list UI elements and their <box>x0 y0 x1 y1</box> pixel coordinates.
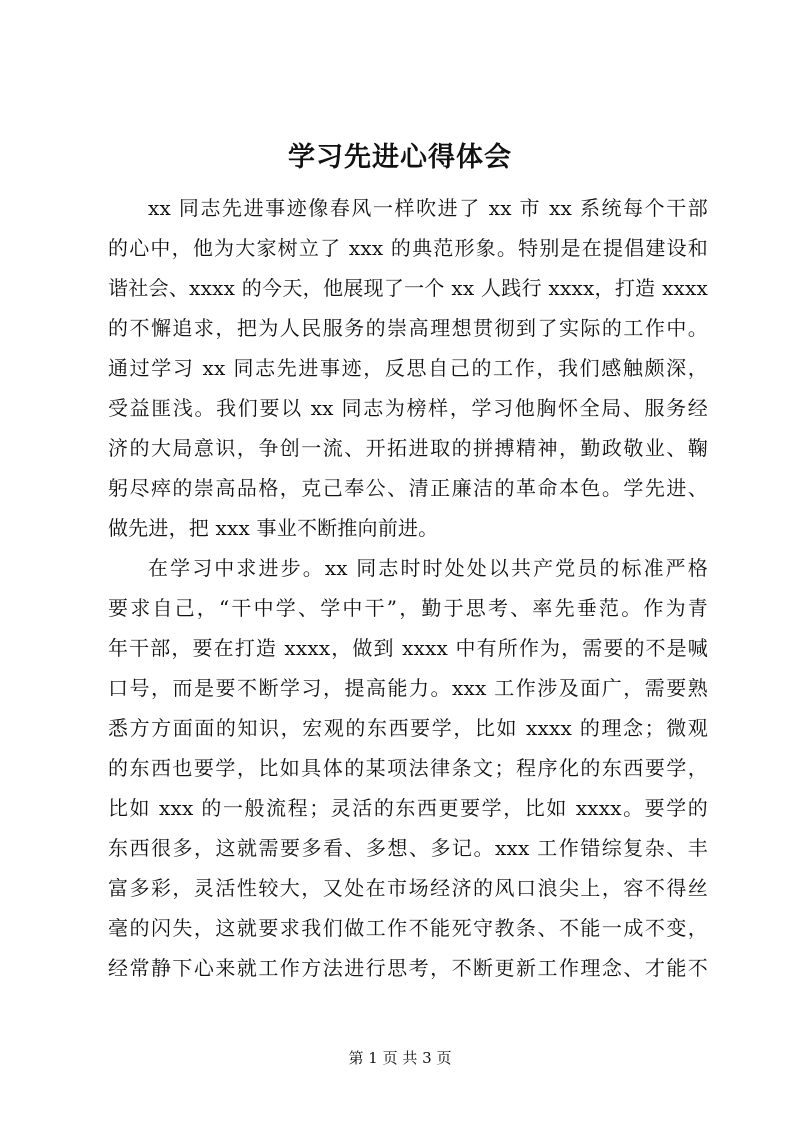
text-line: 躬尽瘁的崇高品格，克己奉公、清正廉洁的革命本色。学先进、 <box>108 476 708 500</box>
text-line: 悉方方面面的知识，宏观的东西要学，比如 xxxx 的理念；微观 <box>108 716 708 740</box>
text-line: 济的大局意识，争创一流、开拓进取的拼搏精神，勤政敬业、鞠 <box>108 436 708 460</box>
text-line: 经常静下心来就工作方法进行思考，不断更新工作理念、才能不 <box>108 956 708 980</box>
document-title: 学习先进心得体会 <box>288 142 512 173</box>
text-line: 的东西也要学，比如具体的某项法律条文；程序化的东西要学， <box>108 756 708 780</box>
text-line: 的心中，他为大家树立了 xxx 的典范形象。特别是在提倡建设和 <box>108 236 708 260</box>
text-line: 通过学习 xx 同志先进事迹，反思自己的工作，我们感触颇深， <box>108 356 708 380</box>
text-line: 比如 xxx 的一般流程；灵活的东西更要学，比如 xxxx。要学的 <box>108 796 708 820</box>
text-line: 口号，而是要不断学习，提高能力。xxx 工作涉及面广，需要熟 <box>108 676 708 700</box>
text-line: 东西很多，这就需要多看、多想、多记。xxx 工作错综复杂、丰 <box>108 836 708 860</box>
text-line: 在学习中求进步。xx 同志时时处处以共产党员的标准严格 <box>148 556 708 580</box>
text-line: 谐社会、xxxx 的今天，他展现了一个 xx 人践行 xxxx，打造 xxxx <box>108 276 708 300</box>
text-line: 要求自己，“干中学、学中干”，勤于思考、率先垂范。作为青 <box>108 596 708 620</box>
text-line: 毫的闪失，这就要求我们做工作不能死守教条、不能一成不变， <box>108 916 708 940</box>
text-line: 做先进，把 xxx 事业不断推向前进。 <box>108 516 439 540</box>
text-line: 年干部，要在打造 xxxx，做到 xxxx 中有所作为，需要的不是喊 <box>108 636 708 660</box>
page-footer: 第 1 页 共 3 页 <box>348 1049 452 1067</box>
text-line: xx 同志先进事迹像春风一样吹进了 xx 市 xx 系统每个干部 <box>148 196 708 220</box>
text-line: 受益匪浅。我们要以 xx 同志为榜样，学习他胸怀全局、服务经 <box>108 396 708 420</box>
text-line: 富多彩，灵活性较大，又处在市场经济的风口浪尖上，容不得丝 <box>108 876 708 900</box>
text-line: 的不懈追求，把为人民服务的崇高理想贯彻到了实际的工作中。 <box>108 316 708 340</box>
